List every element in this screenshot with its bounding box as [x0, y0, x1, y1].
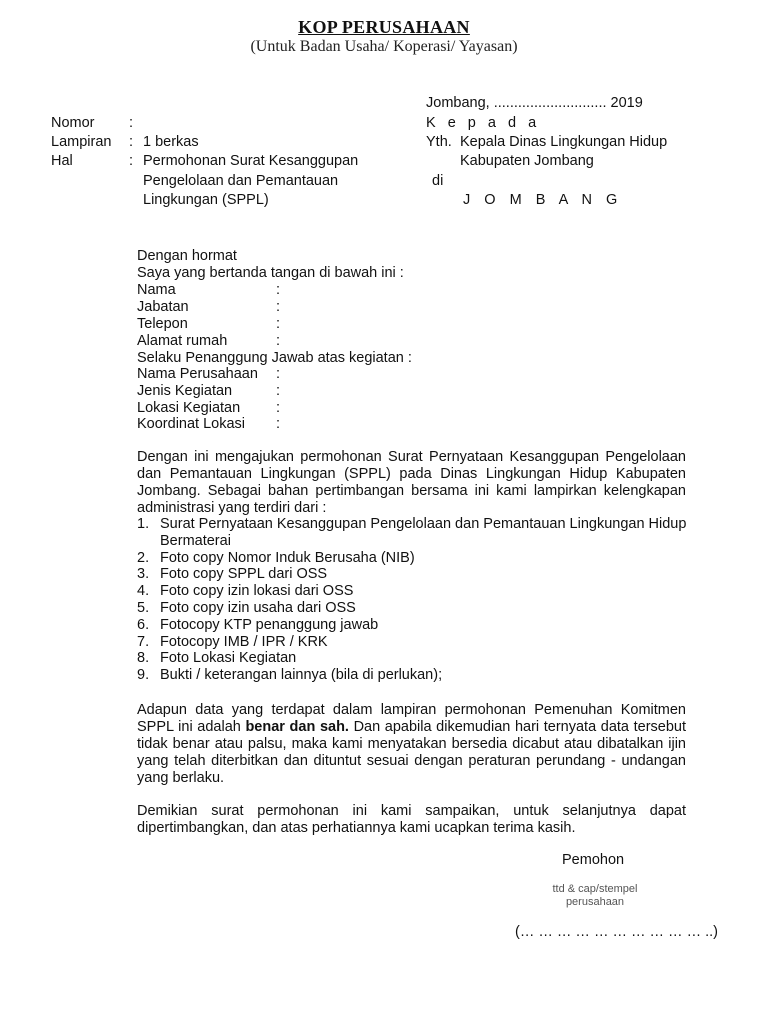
field-label-jabatan: Jabatan [137, 299, 189, 315]
recipient-line-1: Kepala Dinas Lingkungan Hidup [460, 134, 668, 150]
greeting: Dengan hormat [137, 248, 237, 264]
list-item: 2. Foto copy Nomor Induk Berusaha (NIB) [137, 549, 415, 566]
hal-line-1: Permohonan Surat Kesanggupan [143, 153, 359, 169]
hal-label: Hal [51, 153, 73, 169]
recipient-line-2: Kabupaten Jombang [460, 153, 594, 169]
field-label-telepon: Telepon [137, 316, 188, 332]
field-label-nama-perusahaan: Nama Perusahaan [137, 366, 258, 382]
lampiran-colon: : [129, 134, 134, 150]
nomor-label: Nomor [51, 115, 95, 131]
signature-stamp-line-1: ttd & cap/stempel [552, 883, 638, 895]
field-label-koordinat: Koordinat Lokasi [137, 416, 246, 432]
list-item: 9. Bukti / keterangan lainnya (bila di perlukan); [137, 667, 443, 684]
field-colon: : [276, 316, 281, 332]
field-colon: : [276, 400, 281, 416]
letterhead-title: KOP PERUSAHAAN [298, 17, 470, 37]
letter-date: Jombang, ............................ 2019 [426, 95, 643, 111]
list-item: 8. Foto Lokasi Kegiatan [137, 650, 297, 667]
field-label-alamat: Alamat rumah [137, 333, 228, 349]
recipient-di: di [432, 173, 444, 189]
field-colon: : [276, 383, 281, 399]
field-colon: : [276, 282, 281, 298]
list-item: 3. Foto copy SPPL dari OSS [137, 566, 328, 583]
paragraph-declaration: Adapun data yang terdapat dalam lampiran permohonan Pemenuhan Komitmen SPPL ini adalah benar dan sah. Dan apabila dikemudian hari ternyata data tersebut tidak benar atau palsu, maka kami menyatakan bersedia dicabut atau dibatalkan ijin yang telah diterbitkan dan dituntut sesuai dengan peraturan perundang - undangan yang berlaku. [137, 702, 686, 786]
kepada-label: K e p a d a [426, 115, 541, 131]
recipient-city: J O M B A N G [463, 192, 623, 208]
signature-stamp-line-2: perusahaan [565, 896, 625, 908]
list-item: 5. Foto copy izin usaha dari OSS [137, 599, 356, 616]
letterhead-subtitle: (Untuk Badan Usaha/ Koperasi/ Yayasan) [250, 38, 518, 55]
yth-label: Yth. [426, 134, 452, 150]
field-colon: : [276, 366, 281, 382]
selaku-text: Selaku Penanggung Jawab atas kegiatan : [137, 350, 412, 366]
field-label-nama: Nama [137, 282, 176, 298]
list-item: 6. Fotocopy KTP penanggung jawab [137, 616, 379, 633]
list-item: 4. Foto copy izin lokasi dari OSS [137, 583, 354, 600]
hal-line-3: Lingkungan (SPPL) [143, 192, 269, 208]
field-colon: : [276, 416, 281, 432]
intro-text: Saya yang bertanda tangan di bawah ini : [137, 265, 404, 281]
list-item: 7. Fotocopy IMB / IPR / KRK [137, 633, 328, 650]
field-label-lokasi-kegiatan: Lokasi Kegiatan [137, 400, 241, 416]
field-colon: : [276, 333, 281, 349]
emphasis-benar-dan-sah: benar dan sah. [245, 719, 349, 735]
field-label-jenis-kegiatan: Jenis Kegiatan [137, 383, 233, 399]
list-item: 1. Surat Pernyataan Kesanggupan Pengelolaan dan Pemantauan Lingkungan Hidup Bermaterai [137, 516, 687, 549]
signature-name-placeholder: (… … … … … … … … … … ..) [515, 924, 718, 940]
hal-line-2: Pengelolaan dan Pemantauan [143, 173, 339, 189]
paragraph-request: Dengan ini mengajukan permohonan Surat Pernyataan Kesanggupan Pengelolaan dan Pemantauan Lingkungan (SPPL) pada Dinas Lingkungan Hidup Kabupaten Jombang. Sebagai bahan pertimbangan bersama ini kami lampirkan kelengkapan administrasi yang terdiri dari : [137, 449, 686, 516]
attachment-list [137, 516, 689, 684]
hal-colon: : [129, 153, 134, 169]
signature-pemohon: Pemohon [562, 852, 625, 868]
lampiran-label: Lampiran [51, 134, 112, 150]
field-colon: : [276, 299, 281, 315]
paragraph-closing: Demikian surat permohonan ini kami sampaikan, untuk selanjutnya dapat dipertimbangkan, dan atas perhatiannya kami ucapkan terima kasih. [137, 803, 686, 836]
nomor-colon: : [129, 115, 134, 131]
lampiran-value: 1 berkas [143, 134, 199, 150]
